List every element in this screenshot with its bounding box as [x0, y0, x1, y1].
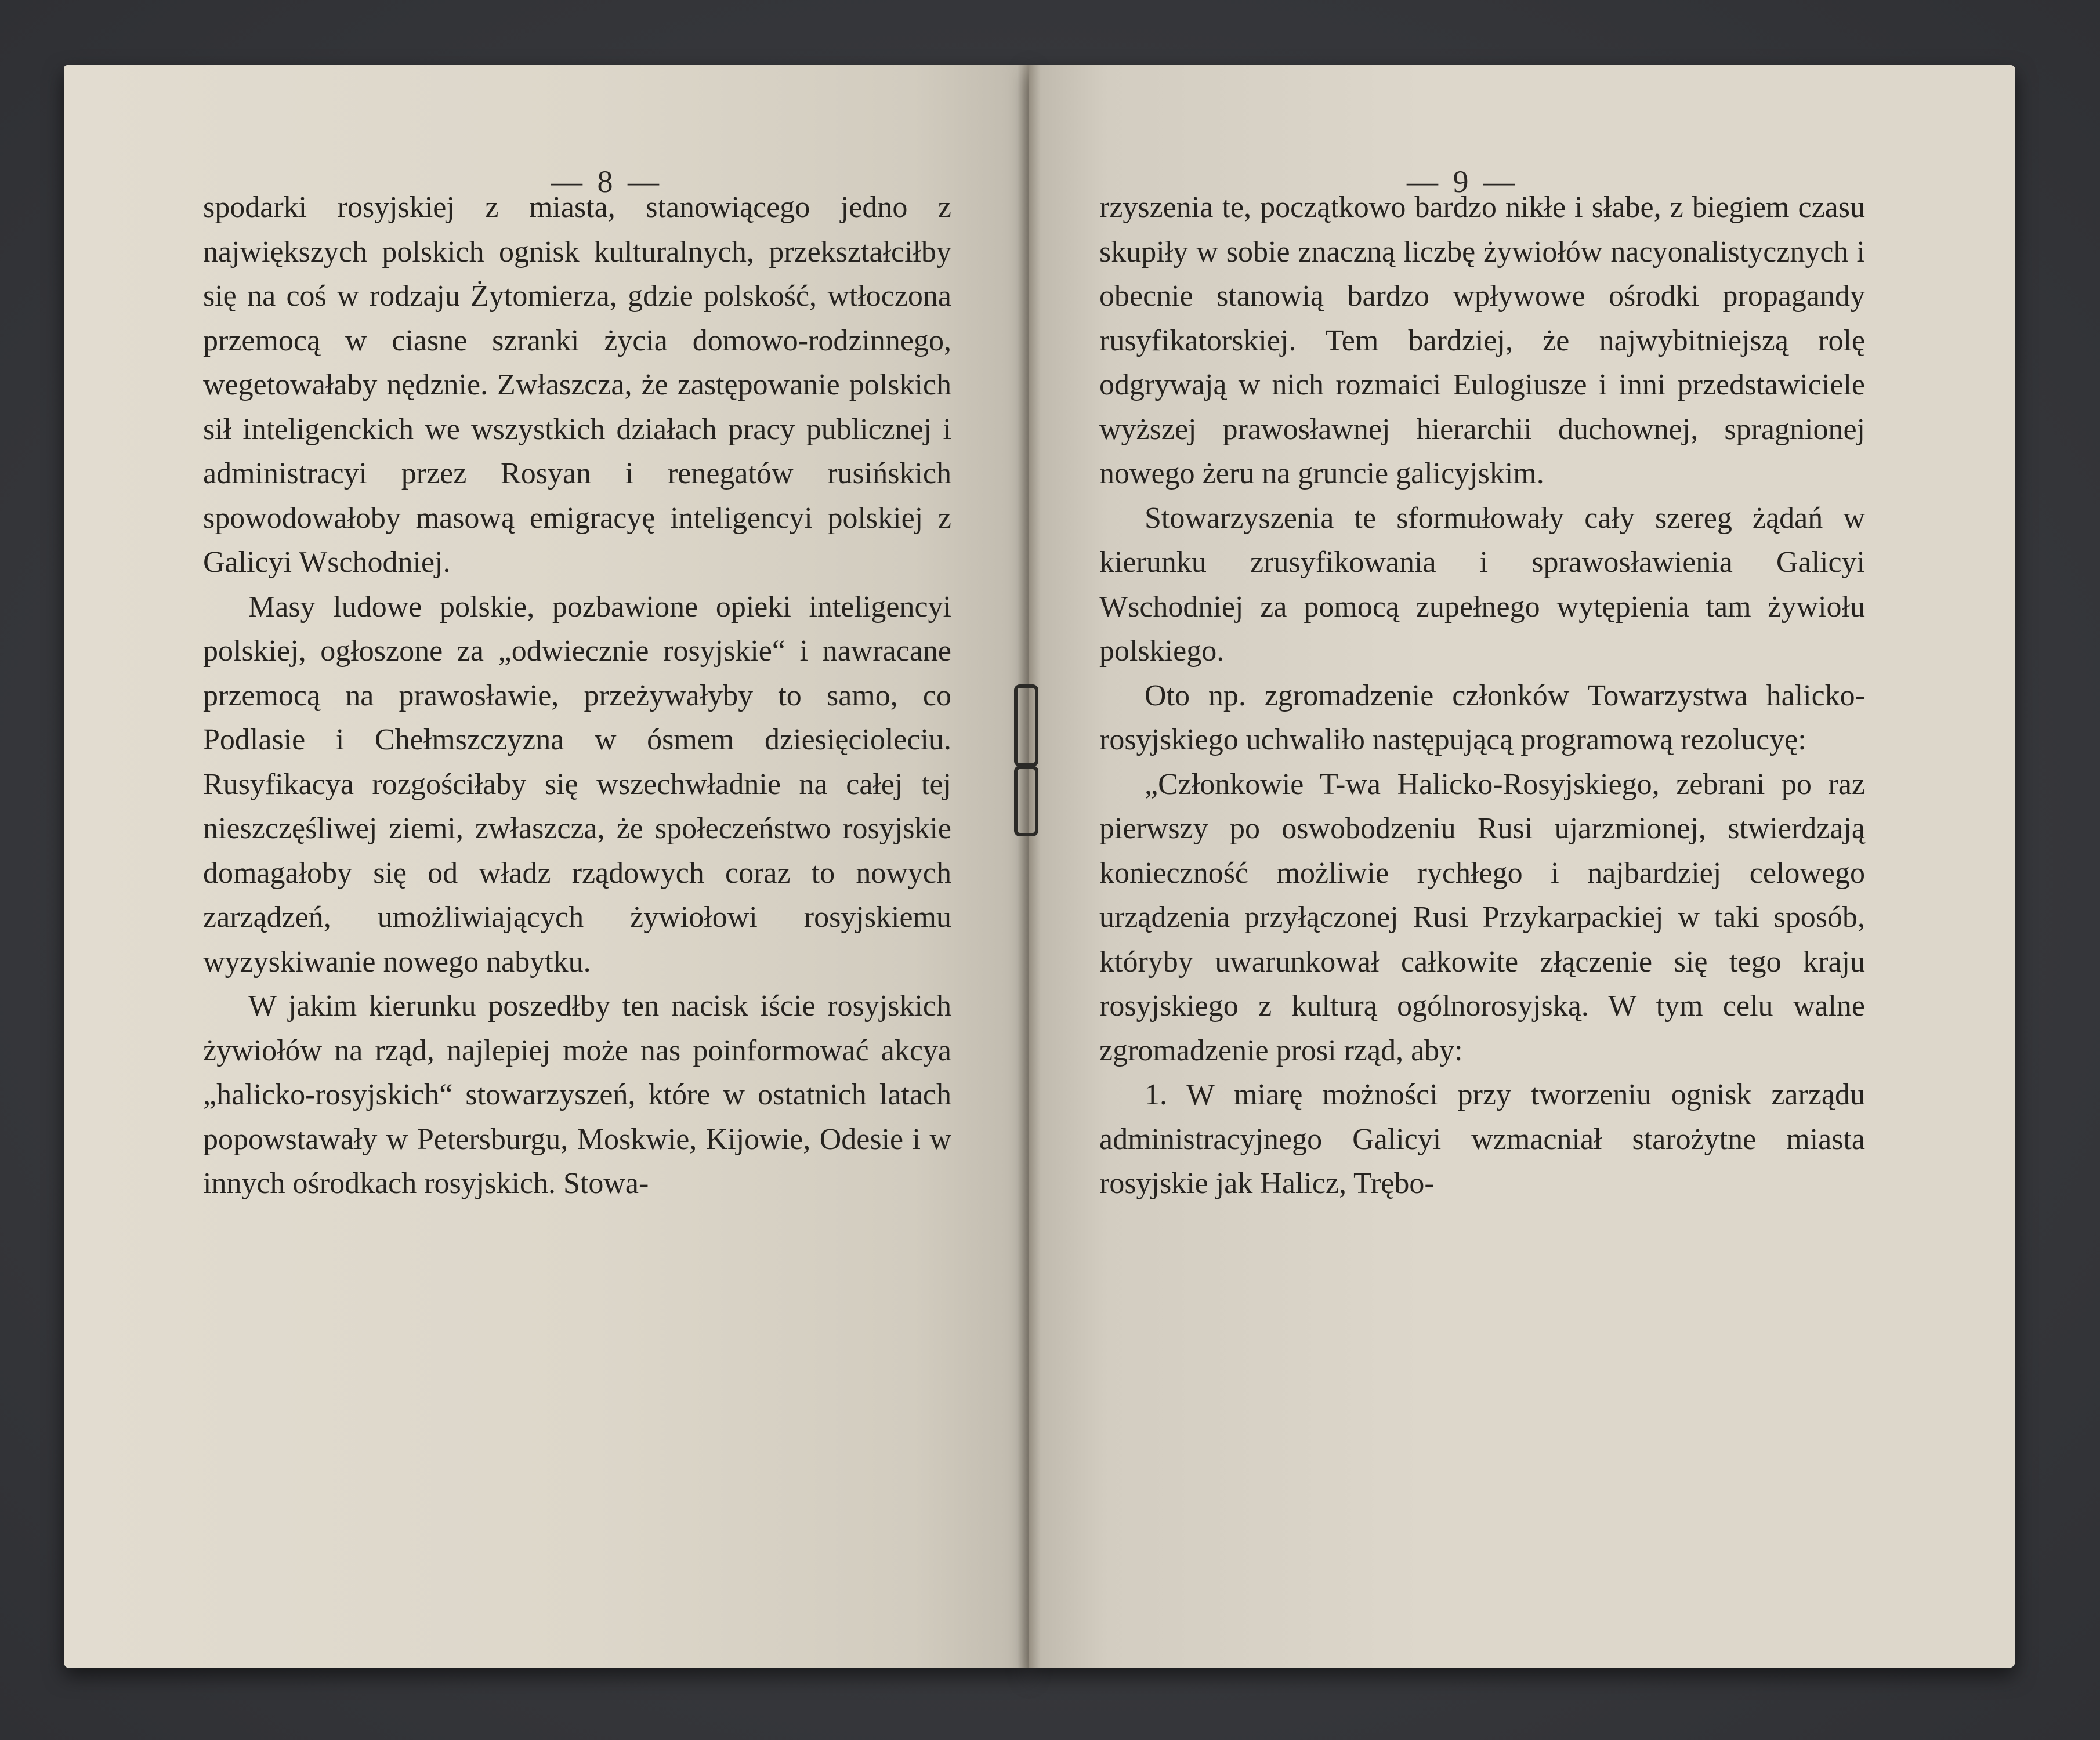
page-number-right: — 9 —: [1407, 164, 1518, 199]
right-paragraph-1: rzyszenia te, początkowo bardzo nikłe i słabe, z biegiem czasu skupiły w sobie znaczną liczbę żywiołów nacyonalistycznych i obecnie stanowią bardzo wpływowe ośrodki propagandy rusyfikatorskiej. Tem bardziej, że najwybitniejszą rolę odgrywają w nich rozmaici Eulogiusze i inni przedstawiciele wyższej prawosławnej hierarchii duchownej, spragnionej nowego żeru na gruncie galicyjskim.: [1099, 191, 1865, 490]
left-page-text: [203, 186, 951, 1206]
right-paragraph-5: 1. W miarę możności przy tworzeniu ognisk zarządu administracyjnego Galicyi wzmacniał starożytne miasta rosyjskie jak Halicz, Trębo-: [1099, 1078, 1865, 1200]
left-paragraph-1: spodarki rosyjskiej z miasta, stanowiącego jedno z największych polskich ognisk kulturalnych, przekształciłby się na coś w rodzaju Żytomierza, gdzie polskość, wtłoczona przemocą w ciasne szranki życia domowo-rodzinnego, wegetowałaby nędznie. Zwłaszcza, że zastępowanie polskich sił inteligenckich we wszystkich działach pracy publicznej i administracyi przez Rosyan i renegatów rusińskich spowodowałoby masową emigracyę inteligencyi polskiej z Galicyi Wschodniej.: [203, 191, 951, 579]
book-spine: [1018, 65, 1041, 1668]
right-paragraph-4: „Członkowie T-wa Halicko-Rosyjskiego, zebrani po raz pierwszy po oswobodzeniu Rusi ujarzmionej, stwierdzają konieczność możliwie rychłego i najbardziej celowego urządzenia przyłączonej Rusi Przykarpackiej w taki sposób, któryby uwarunkował całkowite złączenie się tego kraju rosyjskiego z kulturą ogólnorosyjską. W tym celu walne zgromadzenie prosi rząd, aby:: [1099, 767, 1865, 1067]
staple-bottom-icon: [1014, 766, 1038, 836]
page-number-left: — 8 —: [551, 164, 662, 199]
right-paragraph-2: Stowarzyszenia te sformułowały cały szereg żądań w kierunku zrusyfikowania i sprawosławienia Galicyi Wschodniej za pomocą zupełnego wytępienia tam żywiołu polskiego.: [1099, 501, 1865, 668]
left-paragraph-3: W jakim kierunku poszedłby ten nacisk iście rosyjskich żywiołów na rząd, najlepiej może nas poinformować akcya „halicko-rosyjskich“ stowarzyszeń, które w ostatnich latach popowstawały w Petersburgu, Moskwie, Kijowie, Odesie i w innych ośrodkach rosyjskich. Stowa-: [203, 989, 951, 1200]
right-page-text: [1099, 186, 1865, 1206]
right-paragraph-3: Oto np. zgromadzenie członków Towarzystwa halicko-rosyjskiego uchwaliło następującą programową rezolucyę:: [1099, 679, 1865, 756]
left-paragraph-2: Masy ludowe polskie, pozbawione opieki inteligencyi polskiej, ogłoszone za „odwiecznie rosyjskie“ i nawracane przemocą na prawosławie, przeżywałyby to samo, co Podlasie i Chełmszczyzna w ósmem dziesięcioleciu. Rusyfikacya rozgościłaby się wszechwładnie na całej tej nieszczęśliwej ziemi, zwłaszcza, że społeczeństwo rosyjskie domagałoby się od władz rządowych coraz to nowych zarządzeń, umożliwiających żywiołowi rosyjskiemu wyzyskiwanie nowego nabytku.: [203, 590, 951, 978]
staple-top-icon: [1014, 684, 1038, 767]
